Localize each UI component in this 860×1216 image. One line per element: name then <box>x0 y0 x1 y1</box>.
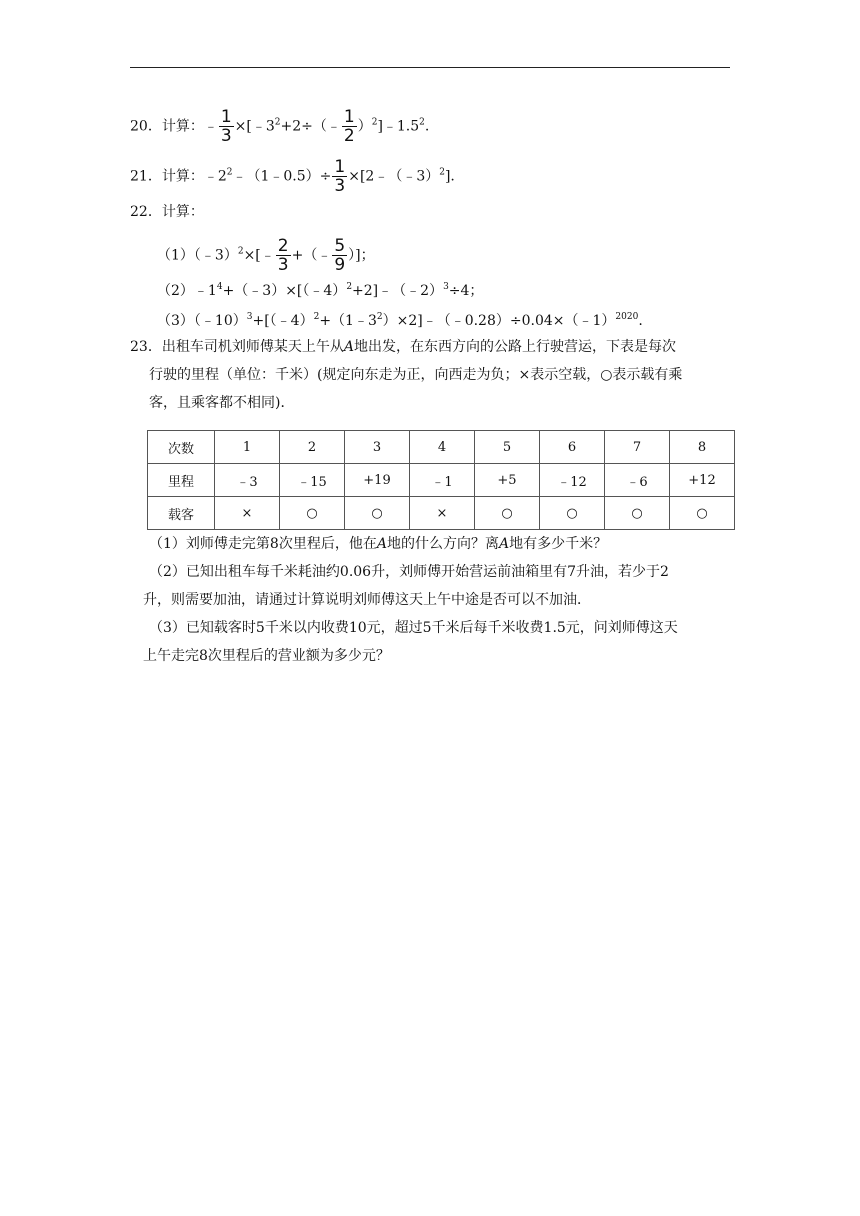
fraction: $\frac{1}{3}$ <box>334 157 346 196</box>
table-cell: ○ <box>670 497 735 530</box>
question-23-part-1: （1）刘师傅走完第8次里程后，他在A地的什么方向？离A地有多少千米？ <box>149 536 608 552</box>
table-cell: ﹣15 <box>280 464 345 497</box>
question-23-line-2: 行驶的里程（单位：千米）(规定向东走为正，向西走为负；×表示空载，○表示载有乘 <box>149 367 683 383</box>
table-cell: ○ <box>280 497 345 530</box>
table-header-cell: 载客 <box>148 497 215 530</box>
fraction: $\frac{1}{3}$ <box>220 107 232 146</box>
question-label: 20．计算： <box>130 118 204 135</box>
question-22-part-1: （1）（﹣3）$^2$×[﹣ $\frac{2}{3}$ +（﹣ $\frac{5}{9}$ ）]； <box>157 236 375 275</box>
question-20: 20．计算：﹣ $\frac{1}{3}$ $\times[﹣3^2+2\div(﹣$ $\frac{1}{2}$ ）$^2]﹣1.5^2$. <box>130 107 430 146</box>
question-23 <box>130 333 734 417</box>
table-cell: 2 <box>280 431 345 464</box>
question-22 <box>130 201 204 223</box>
table-row <box>148 497 735 530</box>
table-cell: 5 <box>475 431 540 464</box>
table-cell: × <box>410 497 475 530</box>
table-cell: +5 <box>475 464 540 497</box>
question-23-line-3: 客，且乘客都不相同)． <box>149 395 295 411</box>
fraction: $\frac{5}{9}$ <box>334 236 346 275</box>
question-22-part-3: $(3)(﹣10)^3+[(﹣4)^2+(1﹣3^2)\times 2]﹣(﹣0.28)\div 0.04\times(﹣1)^{2020}$. <box>157 312 643 329</box>
table-row <box>148 431 735 464</box>
header-rule <box>130 67 730 68</box>
table-cell: ﹣12 <box>540 464 605 497</box>
question-23-part-2: （2）已知出租车每千米耗油约0.06升，刘师傅开始营运前油箱里有7升油，若少于2 升，则需要加油，请通过计算说明刘师傅这天上午中途是否可以不加油． <box>143 564 669 608</box>
question-21: 21．计算：$﹣2^2﹣(1﹣0.5)\div$ $\frac{1}{3}$ ×[2﹣（﹣3）$^2$]. <box>130 157 455 196</box>
table-cell: +19 <box>345 464 410 497</box>
question-22-part-2: $(2)﹣1^4+(﹣3)\times[(﹣4)^2+2]﹣(﹣2)^3\div 4$； <box>157 282 484 299</box>
table-row <box>148 464 735 497</box>
table-cell: 7 <box>605 431 670 464</box>
question-label: 22．计算： <box>130 204 204 220</box>
table-cell: +12 <box>670 464 735 497</box>
table-cell: ○ <box>605 497 670 530</box>
fraction: $\frac{2}{3}$ <box>277 236 289 275</box>
table-header-cell: 里程 <box>148 464 215 497</box>
question-label: 21．计算： <box>130 168 204 185</box>
mileage-table <box>147 430 735 530</box>
table-cell: 3 <box>345 431 410 464</box>
question-23-part-3: （3）已知载客时5千米以内收费10元，超过5千米后每千米收费1.5元，问刘师傅这天 上午走完8次里程后的营业额为多少元？ <box>143 620 678 664</box>
table-cell: ﹣6 <box>605 464 670 497</box>
table-cell: 8 <box>670 431 735 464</box>
question-23-line-1: 23．出租车司机刘师傅某天上午从A地出发，在东西方向的公路上行驶营运，下表是每次 <box>130 339 676 355</box>
table-header-cell: 次数 <box>148 431 215 464</box>
fraction: $\frac{1}{2}$ <box>343 107 355 146</box>
table-cell: ﹣3 <box>215 464 280 497</box>
table-cell: ○ <box>540 497 605 530</box>
table-cell: ○ <box>475 497 540 530</box>
table-cell: ﹣1 <box>410 464 475 497</box>
table-cell: 6 <box>540 431 605 464</box>
table-cell: ○ <box>345 497 410 530</box>
table-cell: × <box>215 497 280 530</box>
table-cell: 4 <box>410 431 475 464</box>
table-cell: 1 <box>215 431 280 464</box>
